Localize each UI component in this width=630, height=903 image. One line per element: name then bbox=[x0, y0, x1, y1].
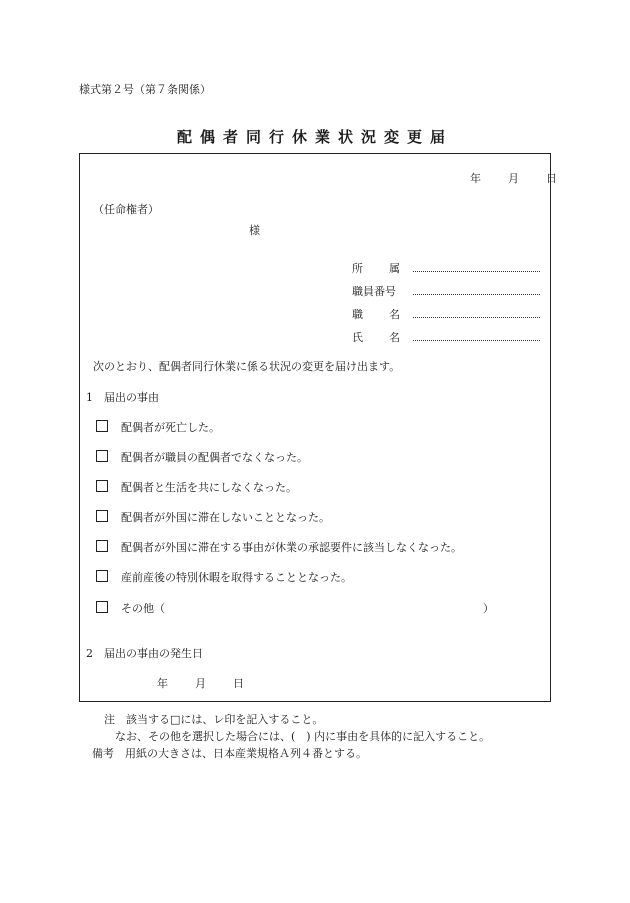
option-reason-not-eligible[interactable] bbox=[96, 539, 462, 555]
day-label: 日 bbox=[233, 677, 244, 690]
section2-heading: 2 届出の事由の発生日 bbox=[86, 647, 203, 660]
job-title-field[interactable] bbox=[413, 305, 540, 318]
affiliation-label: 所 属 bbox=[352, 262, 400, 275]
option-not-staying-abroad[interactable] bbox=[96, 509, 330, 525]
option-maternity-leave[interactable] bbox=[96, 569, 352, 585]
note-checkmark: 注 該当する□には、レ印を記入すること。 bbox=[104, 713, 324, 726]
option-label: その他（ bbox=[121, 602, 165, 615]
checkbox[interactable] bbox=[96, 420, 108, 432]
remark-paper-size: 備考 用紙の大きさは、日本産業規格Ａ列４番とする。 bbox=[92, 747, 367, 760]
page-title: 配偶者同行休業状況変更届 bbox=[176, 128, 453, 146]
option-other[interactable] bbox=[96, 600, 165, 616]
authority-label[interactable]: （任命権者） bbox=[93, 203, 159, 216]
form-number: 様式第２号（第７条関係） bbox=[79, 83, 211, 96]
year-label: 年 bbox=[157, 677, 168, 690]
option-label: 配偶者が外国に滞在する事由が休業の承認要件に該当しなくなった。 bbox=[121, 541, 462, 554]
option-spouse-died[interactable] bbox=[96, 419, 220, 435]
checkbox[interactable] bbox=[96, 570, 108, 582]
option-label: 配偶者が職員の配偶者でなくなった。 bbox=[121, 451, 308, 464]
option-label: 配偶者と生活を共にしなくなった。 bbox=[121, 481, 297, 494]
submission-date bbox=[470, 170, 557, 186]
affiliation-field[interactable] bbox=[413, 259, 540, 272]
honorific-label: 様 bbox=[249, 224, 260, 237]
checkbox[interactable] bbox=[96, 601, 108, 613]
checkbox[interactable] bbox=[96, 450, 108, 462]
name-label: 氏 名 bbox=[352, 331, 400, 344]
other-paren-close: ） bbox=[483, 602, 494, 615]
day-label[interactable]: 日 bbox=[546, 172, 557, 185]
note-other: なお、その他を選択した場合には、( ) 内に事由を具体的に記入すること。 bbox=[115, 730, 491, 743]
option-no-longer-spouse[interactable] bbox=[96, 449, 308, 465]
month-label: 月 bbox=[195, 677, 206, 690]
occurrence-date[interactable] bbox=[157, 675, 244, 691]
option-label: 産前産後の特別休暇を取得することとなった。 bbox=[121, 571, 352, 584]
checkbox[interactable] bbox=[96, 540, 108, 552]
year-label[interactable]: 年 bbox=[470, 172, 481, 185]
month-label[interactable]: 月 bbox=[508, 172, 519, 185]
option-label: 配偶者が外国に滞在しないこととなった。 bbox=[121, 511, 330, 524]
option-label: 配偶者が死亡した。 bbox=[121, 421, 220, 434]
option-not-living-together[interactable] bbox=[96, 479, 297, 495]
checkbox[interactable] bbox=[96, 480, 108, 492]
employee-number-label: 職員番号 bbox=[352, 285, 396, 298]
section1-heading: 1 届出の事由 bbox=[86, 391, 159, 404]
intro-text: 次のとおり、配偶者同行休業に係る状況の変更を届け出ます。 bbox=[93, 360, 401, 373]
employee-number-field[interactable] bbox=[413, 282, 540, 295]
name-field[interactable] bbox=[413, 328, 540, 341]
job-title-label: 職 名 bbox=[352, 308, 400, 321]
checkbox[interactable] bbox=[96, 510, 108, 522]
